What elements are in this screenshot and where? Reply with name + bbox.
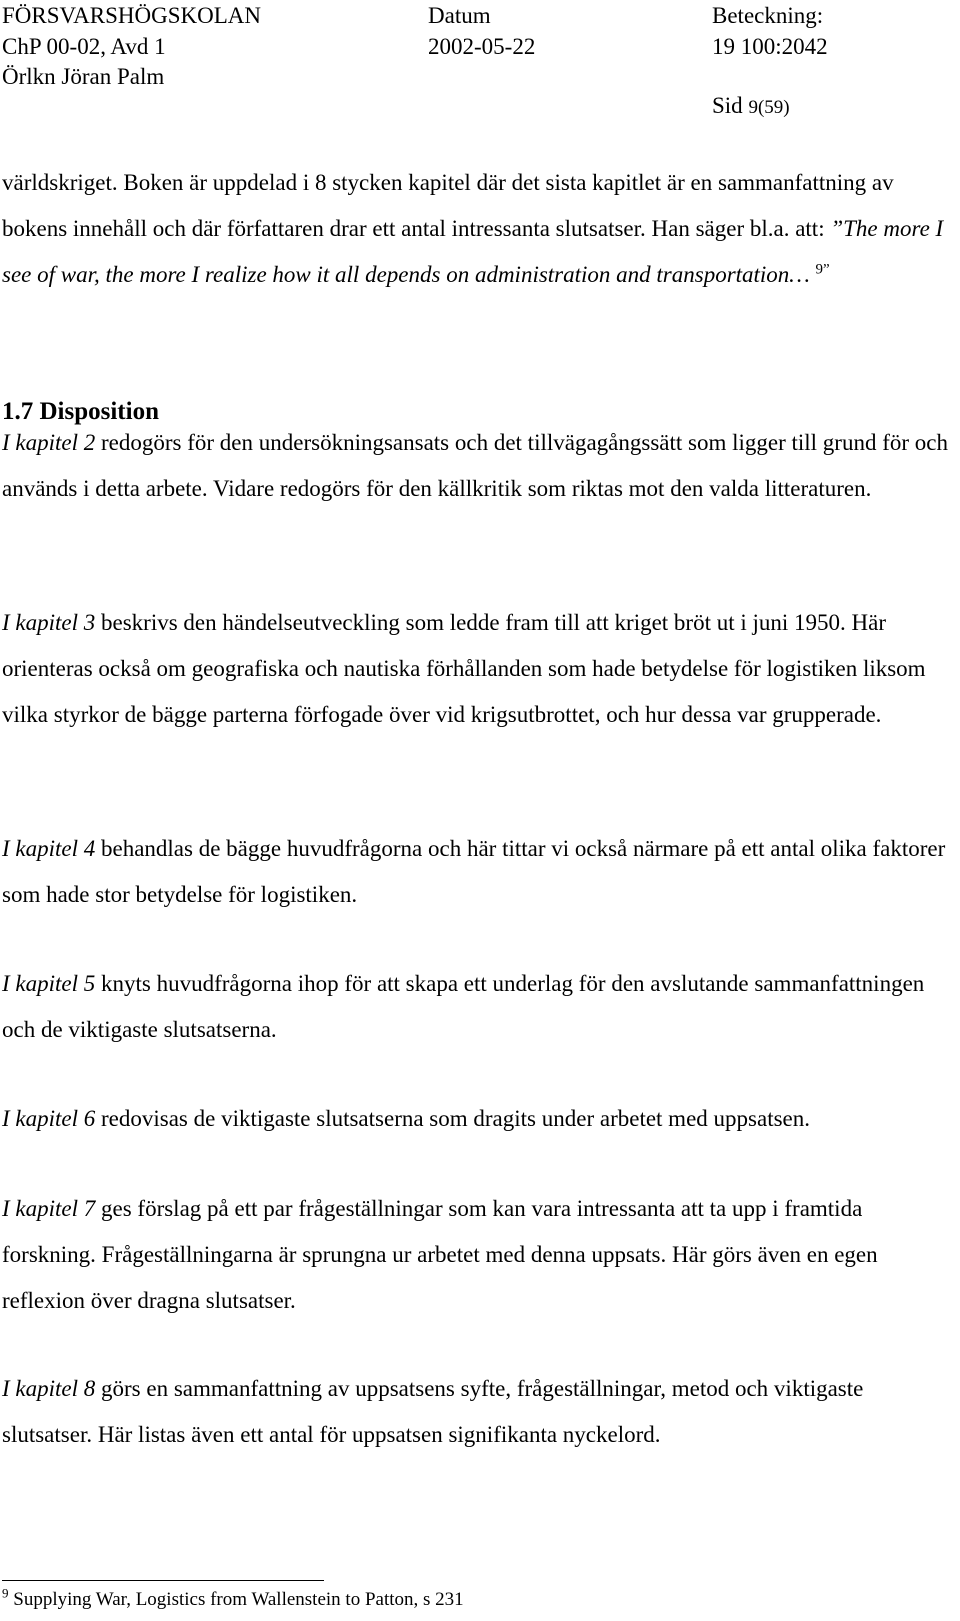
footnote-text: Supplying War, Logistics from Wallenstein to Patton, s 231 xyxy=(8,1589,464,1610)
paragraph-intro xyxy=(2,160,952,298)
page-number xyxy=(712,92,790,122)
chapter-ref: I kapitel 2 xyxy=(2,430,96,455)
paragraph-text: redogörs för den undersökningsansats och det tillvägagångssätt som ligger till grund för och används i detta arbete. Vidare redogörs för den källkritik som riktas mot den valda litteraturen. xyxy=(2,430,948,501)
footnote-number: 9 xyxy=(2,1585,9,1601)
chapter-ref: I kapitel 3 xyxy=(2,610,96,635)
paragraph-chapter-4 xyxy=(2,826,952,918)
paragraph-text: behandlas de bägge huvudfrågorna och här tittar vi också närmare på ett antal olika faktorer som hade stor betydelse för logistiken. xyxy=(2,836,946,907)
footnote-ref: 9 xyxy=(815,261,824,278)
paragraph-chapter-8 xyxy=(2,1366,952,1458)
page-label: Sid xyxy=(712,93,743,118)
footnote-divider xyxy=(2,1580,324,1581)
paragraph-chapter-3 xyxy=(2,600,952,738)
section-heading: 1.7 Disposition xyxy=(2,398,159,425)
paragraph-text: ges förslag på ett par frågeställningar som kan vara intressanta att ta upp i framtida forskning. Frågeställningarna är sprungna ur arbetet med denna uppsats. Här görs även en egen reflexion över dragna slutsatser. xyxy=(2,1196,878,1313)
quote-text: ”The more I see of war, the more I realize how it all depends on administration and transportation… xyxy=(2,216,944,287)
paragraph-text: görs en sammanfattning av uppsatsens syfte, frågeställningar, metod och viktigaste slutsatser. Här listas även ett antal för uppsatsen signifikanta nyckelord. xyxy=(2,1376,864,1447)
paragraph-chapter-6 xyxy=(2,1096,952,1142)
paragraph-text: beskrivs den händelseutveckling som ledde fram till att kriget bröt ut i juni 1950. Här orienteras också om geografiska och nautiska förhållanden som hade betydelse för logistiken liksom vilka styrkor de bägge parterna förfogade över vid krigsutbrottet, och hur dessa var grupperade. xyxy=(2,610,926,727)
header-ref-label: Beteckning: xyxy=(712,3,824,28)
header-date-value: 2002-05-22 xyxy=(428,34,536,59)
page-current: 9 xyxy=(748,97,758,118)
paragraph-chapter-7 xyxy=(2,1186,952,1324)
footnote xyxy=(2,1585,464,1612)
page-total: (59) xyxy=(757,97,790,118)
chapter-ref: I kapitel 5 xyxy=(2,971,96,996)
paragraph-text: redovisas de viktigaste slutsatserna som dragits under arbetet med uppsatsen. xyxy=(95,1106,810,1131)
paragraph-chapter-5 xyxy=(2,961,952,1053)
paragraph-chapter-2 xyxy=(2,420,952,512)
header-date-label: Datum xyxy=(428,3,491,28)
chapter-ref: I kapitel 6 xyxy=(2,1106,96,1131)
paragraph-text: knyts huvudfrågorna ihop för att skapa ett underlag för den avslutande sammanfattningen och de viktigaste slutsatserna. xyxy=(2,971,925,1042)
chapter-ref: I kapitel 4 xyxy=(2,836,96,861)
paragraph-intro-text: världskriget. Boken är uppdelad i 8 stycken kapitel där det sista kapitlet är en sammanfattning av bokens innehåll och där författaren drar ett antal intressanta slutsatser. Han säger bl.a. att: xyxy=(2,170,894,241)
header-author: Örlkn Jöran Palm xyxy=(2,64,165,89)
chapter-ref: I kapitel 7 xyxy=(2,1196,96,1221)
chapter-ref: I kapitel 8 xyxy=(2,1376,96,1401)
header-org: FÖRSVARSHÖGSKOLAN xyxy=(2,3,262,28)
quote-close: ” xyxy=(823,261,830,278)
header-dept: ChP 00-02, Avd 1 xyxy=(2,34,166,59)
header-ref-value: 19 100:2042 xyxy=(712,34,828,59)
